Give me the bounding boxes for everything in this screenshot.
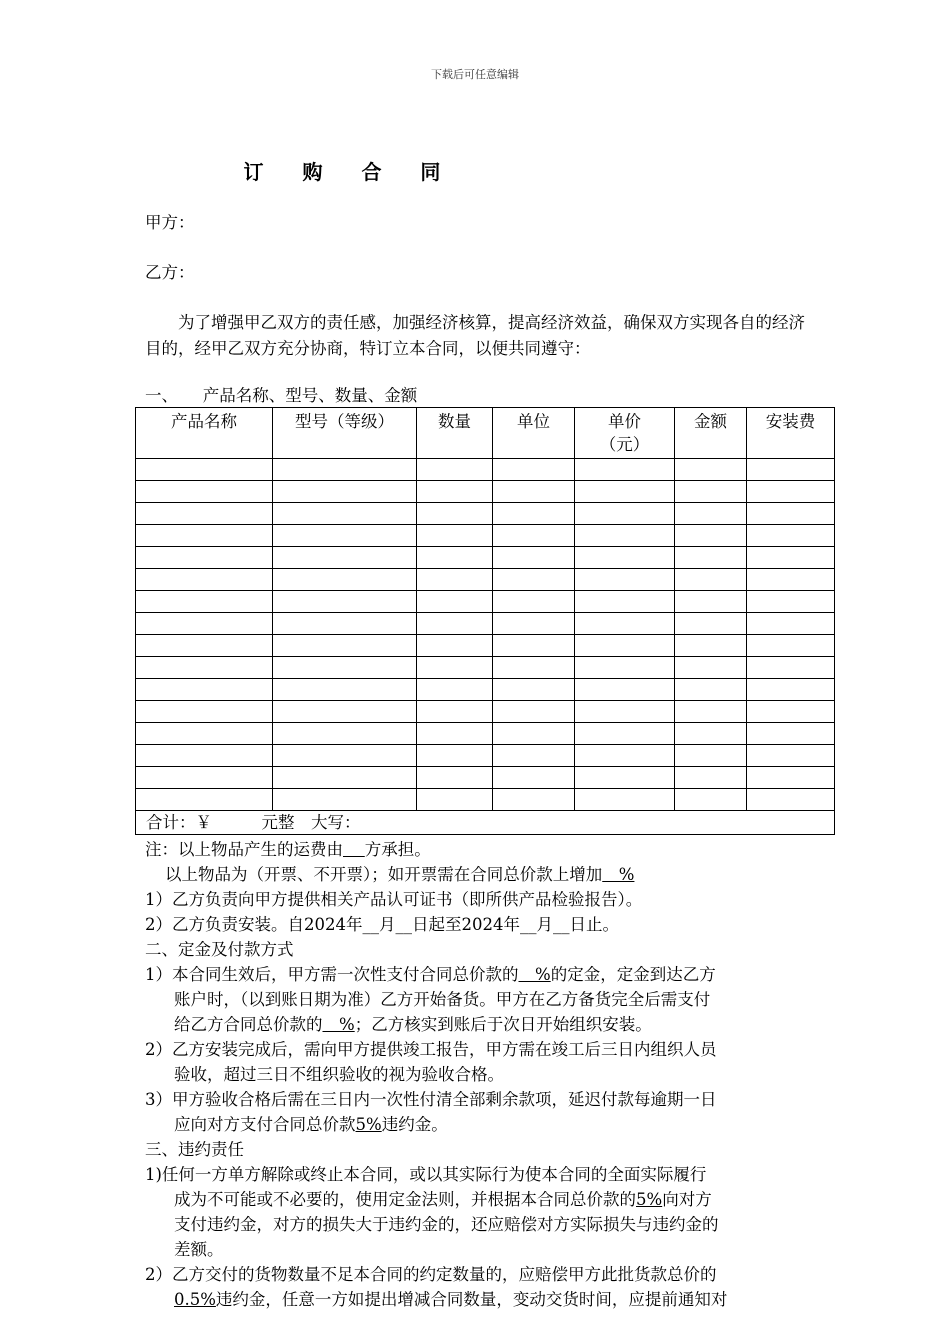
table-row xyxy=(136,525,835,547)
table-cell xyxy=(417,613,493,635)
header-unit-price: 单价（元） xyxy=(575,408,675,459)
table-row xyxy=(136,547,835,569)
s2-item-2-a: 2）乙方安装完成后，需向甲方提供竣工报告，甲方需在竣工后三日内组织人员 xyxy=(145,1040,717,1059)
table-cell xyxy=(493,635,575,657)
table-cell xyxy=(136,613,273,635)
table-row xyxy=(136,789,835,811)
s3-item-1-cont1 xyxy=(145,1187,810,1212)
table-row xyxy=(136,481,835,503)
table-cell xyxy=(493,459,575,481)
table-cell xyxy=(136,481,273,503)
table-cell xyxy=(747,591,835,613)
table-cell xyxy=(417,459,493,481)
table-cell xyxy=(493,789,575,811)
table-cell xyxy=(273,481,417,503)
table-cell xyxy=(273,503,417,525)
table-cell xyxy=(136,591,273,613)
s3-item-1-a: 1)任何一方单方解除或终止本合同，或以其实际行为使本合同的全面实际履行 xyxy=(145,1165,707,1184)
table-cell xyxy=(493,613,575,635)
table-cell xyxy=(273,547,417,569)
table-cell xyxy=(273,525,417,547)
table-cell xyxy=(493,679,575,701)
note-invoice-text: 以上物品为（开票、不开票）；如开票需在合同总价款上增加 xyxy=(165,865,603,884)
s2-item-1-c: 的定金，定金到达乙方 xyxy=(550,965,716,984)
table-cell xyxy=(136,525,273,547)
table-cell xyxy=(675,547,747,569)
table-cell xyxy=(675,679,747,701)
table-cell xyxy=(747,525,835,547)
table-cell xyxy=(417,679,493,701)
s3-item-1-cont2: 支付违约金，对方的损失大于违约金的，还应赔偿对方实际损失与违约金的 xyxy=(174,1215,719,1234)
section-1-heading: 一、 产品名称、型号、数量、金额 xyxy=(145,386,418,405)
table-cell xyxy=(493,547,575,569)
table-cell xyxy=(675,723,747,745)
header-model: 型号（等级） xyxy=(273,408,417,459)
table-cell xyxy=(575,635,675,657)
table-cell xyxy=(417,525,493,547)
note-installation: 2）乙方负责安装。自2024年__月__日起至2024年__月__日止。 xyxy=(145,915,619,934)
total-cell: 合计：￥ 元整 大写： xyxy=(136,811,835,835)
header-quantity: 数量 xyxy=(417,408,493,459)
table-cell xyxy=(493,481,575,503)
table-cell xyxy=(417,767,493,789)
table-cell xyxy=(136,657,273,679)
table-cell xyxy=(675,657,747,679)
table-cell xyxy=(675,701,747,723)
s3-item-1-cont3: 差额。 xyxy=(174,1240,224,1259)
table-row xyxy=(136,745,835,767)
s2-item-1-cont2a: 给乙方合同总价款的 xyxy=(174,1015,323,1034)
table-row xyxy=(136,723,835,745)
table-cell xyxy=(136,789,273,811)
table-cell xyxy=(747,767,835,789)
table-row xyxy=(136,701,835,723)
s3-item-2-cont1b: 违约金，任意一方如提出增减合同数量，变动交货时间，应提前通知对 xyxy=(215,1290,728,1309)
table-row xyxy=(136,591,835,613)
table-cell xyxy=(493,569,575,591)
table-cell xyxy=(273,679,417,701)
table-cell xyxy=(747,635,835,657)
table-row xyxy=(136,569,835,591)
header-install-fee: 安装费 xyxy=(747,408,835,459)
s3-item-1 xyxy=(145,1162,810,1262)
s2-item-1 xyxy=(145,962,810,1037)
table-cell xyxy=(136,723,273,745)
s2-item-3-cont1a: 应向对方支付合同总价款 xyxy=(174,1115,356,1134)
table-cell xyxy=(747,547,835,569)
s2-item-1-cont1: 账户时，（以到账日期为准）乙方开始备货。甲方在乙方备货完全后需支付 xyxy=(174,990,711,1009)
table-cell xyxy=(575,745,675,767)
table-cell xyxy=(136,503,273,525)
table-row xyxy=(136,679,835,701)
table-cell xyxy=(493,503,575,525)
header-product-name: 产品名称 xyxy=(136,408,273,459)
s2-item-3-a: 3）甲方验收合格后需在三日内一次性付清全部剩余款项，延迟付款每逾期一日 xyxy=(145,1090,717,1109)
table-cell xyxy=(747,701,835,723)
table-cell xyxy=(273,767,417,789)
table-cell xyxy=(747,459,835,481)
table-cell xyxy=(575,569,675,591)
table-cell xyxy=(136,701,273,723)
table-cell xyxy=(575,767,675,789)
s3-item-1-cont1c: 向对方 xyxy=(662,1190,712,1209)
table-cell xyxy=(493,745,575,767)
table-cell xyxy=(273,459,417,481)
s2-item-1-cont2c: ；乙方核实到账后于次日开始组织安装。 xyxy=(354,1015,652,1034)
s3-item-2-a: 2）乙方交付的货物数量不足本合同的约定数量的，应赔偿甲方此批货款总价的 xyxy=(145,1265,717,1284)
header-amount: 金额 xyxy=(675,408,747,459)
note-freight-end: 方承担。 xyxy=(364,840,431,859)
table-cell xyxy=(417,701,493,723)
header-unit: 单位 xyxy=(493,408,575,459)
table-cell xyxy=(747,503,835,525)
s2-item-1-a: 1）本合同生效后，甲方需一次性支付合同总价款的 xyxy=(145,965,519,984)
table-cell xyxy=(675,767,747,789)
table-cell xyxy=(273,635,417,657)
table-cell xyxy=(575,481,675,503)
table-cell xyxy=(575,525,675,547)
s2-item-3-percent: 5% xyxy=(355,1115,382,1134)
table-cell xyxy=(493,657,575,679)
section-2-heading: 二、定金及付款方式 xyxy=(145,940,294,959)
table-cell xyxy=(273,657,417,679)
s3-item-1-percent: 5% xyxy=(636,1190,663,1209)
s2-item-1-cont2-blank: % xyxy=(322,1015,355,1034)
table-cell xyxy=(575,613,675,635)
table-cell xyxy=(417,789,493,811)
table-cell xyxy=(417,745,493,767)
table-cell xyxy=(417,569,493,591)
table-cell xyxy=(493,591,575,613)
note-invoice xyxy=(165,862,634,887)
note-freight-blank xyxy=(343,840,365,859)
document-title: 订 购 合 同 xyxy=(243,160,457,184)
table-cell xyxy=(747,789,835,811)
table-cell xyxy=(747,569,835,591)
s3-item-2 xyxy=(145,1262,810,1312)
table-cell xyxy=(575,459,675,481)
table-cell xyxy=(675,525,747,547)
table-cell xyxy=(136,745,273,767)
table-cell xyxy=(493,767,575,789)
table-cell xyxy=(136,767,273,789)
s2-item-1-blank: % xyxy=(518,965,551,984)
table-cell xyxy=(273,613,417,635)
table-cell xyxy=(273,745,417,767)
table-cell xyxy=(675,569,747,591)
section-3-heading: 三、违约责任 xyxy=(145,1140,244,1159)
s3-item-2-cont1 xyxy=(145,1287,810,1312)
table-row xyxy=(136,657,835,679)
table-cell xyxy=(417,635,493,657)
s2-item-3-cont1c: 违约金。 xyxy=(381,1115,448,1134)
s2-item-1-cont2 xyxy=(145,1012,810,1037)
table-cell xyxy=(136,679,273,701)
table-cell xyxy=(575,789,675,811)
s2-item-3 xyxy=(145,1087,810,1137)
table-cell xyxy=(136,547,273,569)
table-cell xyxy=(675,481,747,503)
intro-paragraph: 为了增强甲乙双方的责任感，加强经济核算，提高经济效益，确保双方实现各自的经济目的，经甲乙双方充分协商，特订立本合同，以便共同遵守： xyxy=(145,313,805,358)
table-cell xyxy=(273,569,417,591)
party-b-label: 乙方： xyxy=(145,263,195,282)
table-cell xyxy=(747,679,835,701)
table-row xyxy=(136,459,835,481)
note-freight-text: 注：以上物品产生的运费由 xyxy=(145,840,343,859)
table-cell xyxy=(417,723,493,745)
table-cell xyxy=(575,723,675,745)
table-cell xyxy=(417,657,493,679)
table-cell xyxy=(747,723,835,745)
table-row xyxy=(136,635,835,657)
table-cell xyxy=(575,701,675,723)
table-cell xyxy=(675,613,747,635)
note-invoice-blank: % xyxy=(602,865,635,884)
s2-item-3-cont1 xyxy=(145,1112,810,1137)
s3-item-2-percent: 0.5% xyxy=(174,1290,216,1309)
table-cell xyxy=(417,547,493,569)
s3-item-1-cont1a: 成为不可能或不必要的，使用定金法则，并根据本合同总价款的 xyxy=(174,1190,636,1209)
s2-item-2-cont1: 验收，超过三日不组织验收的视为验收合格。 xyxy=(174,1065,504,1084)
table-row xyxy=(136,503,835,525)
table-header-row xyxy=(136,408,835,459)
table-cell xyxy=(575,679,675,701)
table-cell xyxy=(273,723,417,745)
table-cell xyxy=(675,503,747,525)
table-cell xyxy=(575,547,675,569)
table-cell xyxy=(136,635,273,657)
table-cell xyxy=(675,789,747,811)
table-cell xyxy=(273,591,417,613)
table-row xyxy=(136,767,835,789)
product-table xyxy=(135,407,835,835)
note-certificate: 1）乙方负责向甲方提供相关产品认可证书（即所供产品检验报告）。 xyxy=(145,890,643,909)
table-cell xyxy=(747,613,835,635)
table-cell xyxy=(747,657,835,679)
table-row xyxy=(136,613,835,635)
note-freight xyxy=(145,837,431,862)
table-cell xyxy=(136,569,273,591)
table-cell xyxy=(273,789,417,811)
table-cell xyxy=(273,701,417,723)
s2-item-2 xyxy=(145,1037,810,1087)
table-cell xyxy=(493,701,575,723)
table-total-row xyxy=(136,811,835,835)
table-cell xyxy=(417,481,493,503)
table-cell xyxy=(675,591,747,613)
table-cell xyxy=(493,525,575,547)
table-cell xyxy=(575,657,675,679)
table-cell xyxy=(575,503,675,525)
table-cell xyxy=(675,635,747,657)
header-note: 下载后可任意编辑 xyxy=(431,68,519,81)
table-cell xyxy=(136,459,273,481)
table-cell xyxy=(675,745,747,767)
table-cell xyxy=(675,459,747,481)
table-cell xyxy=(747,481,835,503)
table-cell xyxy=(575,591,675,613)
party-a-label: 甲方： xyxy=(145,213,195,232)
table-cell xyxy=(417,503,493,525)
table-cell xyxy=(493,723,575,745)
table-cell xyxy=(417,591,493,613)
table-cell xyxy=(747,745,835,767)
